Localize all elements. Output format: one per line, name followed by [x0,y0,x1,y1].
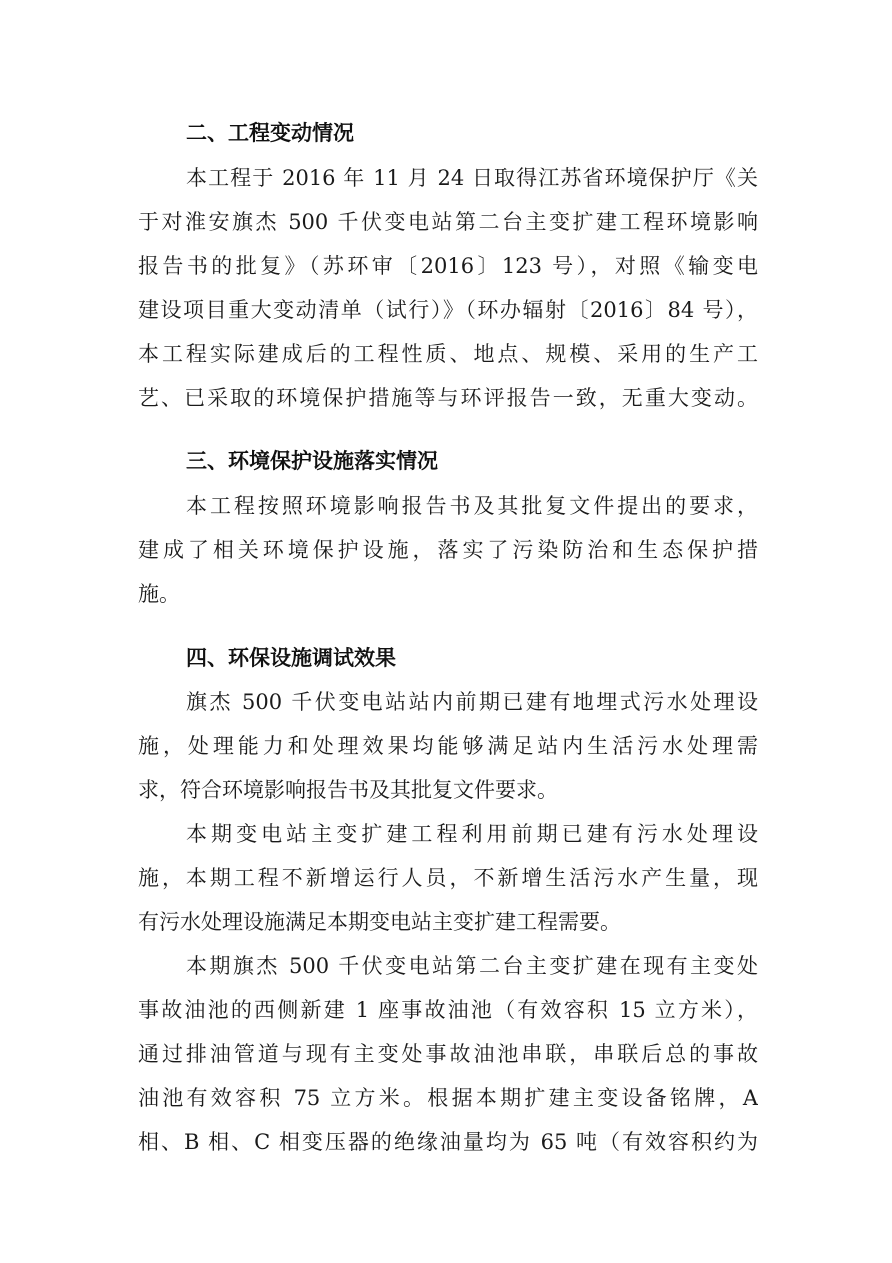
paragraph-line: 建设项目重大变动清单（试行）》（环办辐射〔2016〕84 号）， [138,298,758,322]
section-heading-environmental-facilities: 三、环境保护设施落实情况 [186,449,438,473]
section-heading-debugging-results: 四、环保设施调试效果 [186,646,396,670]
paragraph-line: 建成了相关环境保护设施，落实了污染防治和生态保护措 [138,538,758,562]
paragraph-line: 油池有效容积 75 立方米。根据本期扩建主变设备铭牌，A [138,1086,758,1110]
paragraph-line: 相、B 相、C 相变压器的绝缘油量均为 65 吨（有效容积约为 [138,1130,758,1154]
paragraph-line: 事故油池的西侧新建 1 座事故油池（有效容积 15 立方米）， [138,998,758,1022]
paragraph-line: 通过排油管道与现有主变处事故油池串联，串联后总的事故 [138,1042,758,1066]
paragraph-line: 施。 [138,582,180,606]
paragraph-line: 本期旗杰 500 千伏变电站第二台主变扩建在现有主变处 [186,954,758,978]
paragraph-line: 本工程按照环境影响报告书及其批复文件提出的要求， [186,494,758,518]
paragraph-line: 于对淮安旗杰 500 千伏变电站第二台主变扩建工程环境影响 [138,210,758,234]
paragraph-line: 旗杰 500 千伏变电站站内前期已建有地埋式污水处理设 [186,690,758,714]
paragraph-line: 施，本期工程不新增运行人员，不新增生活污水产生量，现 [138,866,758,890]
paragraph-line: 求，符合环境影响报告书及其批复文件要求。 [138,778,558,802]
paragraph-line: 本期变电站主变扩建工程利用前期已建有污水处理设 [186,822,758,846]
paragraph-line: 报告书的批复》（苏环审〔2016〕123 号），对照《输变电 [138,254,758,278]
paragraph-line: 本工程实际建成后的工程性质、地点、规模、采用的生产工 [138,342,758,366]
paragraph-line: 有污水处理设施满足本期变电站主变扩建工程需要。 [138,910,621,934]
paragraph-line: 施，处理能力和处理效果均能够满足站内生活污水处理需 [138,734,758,758]
section-heading-project-changes: 二、工程变动情况 [186,121,354,145]
paragraph-line: 艺、已采取的环境保护措施等与环评报告一致，无重大变动。 [138,386,758,410]
paragraph-line: 本工程于 2016 年 11 月 24 日取得江苏省环境保护厅《关 [186,166,758,190]
